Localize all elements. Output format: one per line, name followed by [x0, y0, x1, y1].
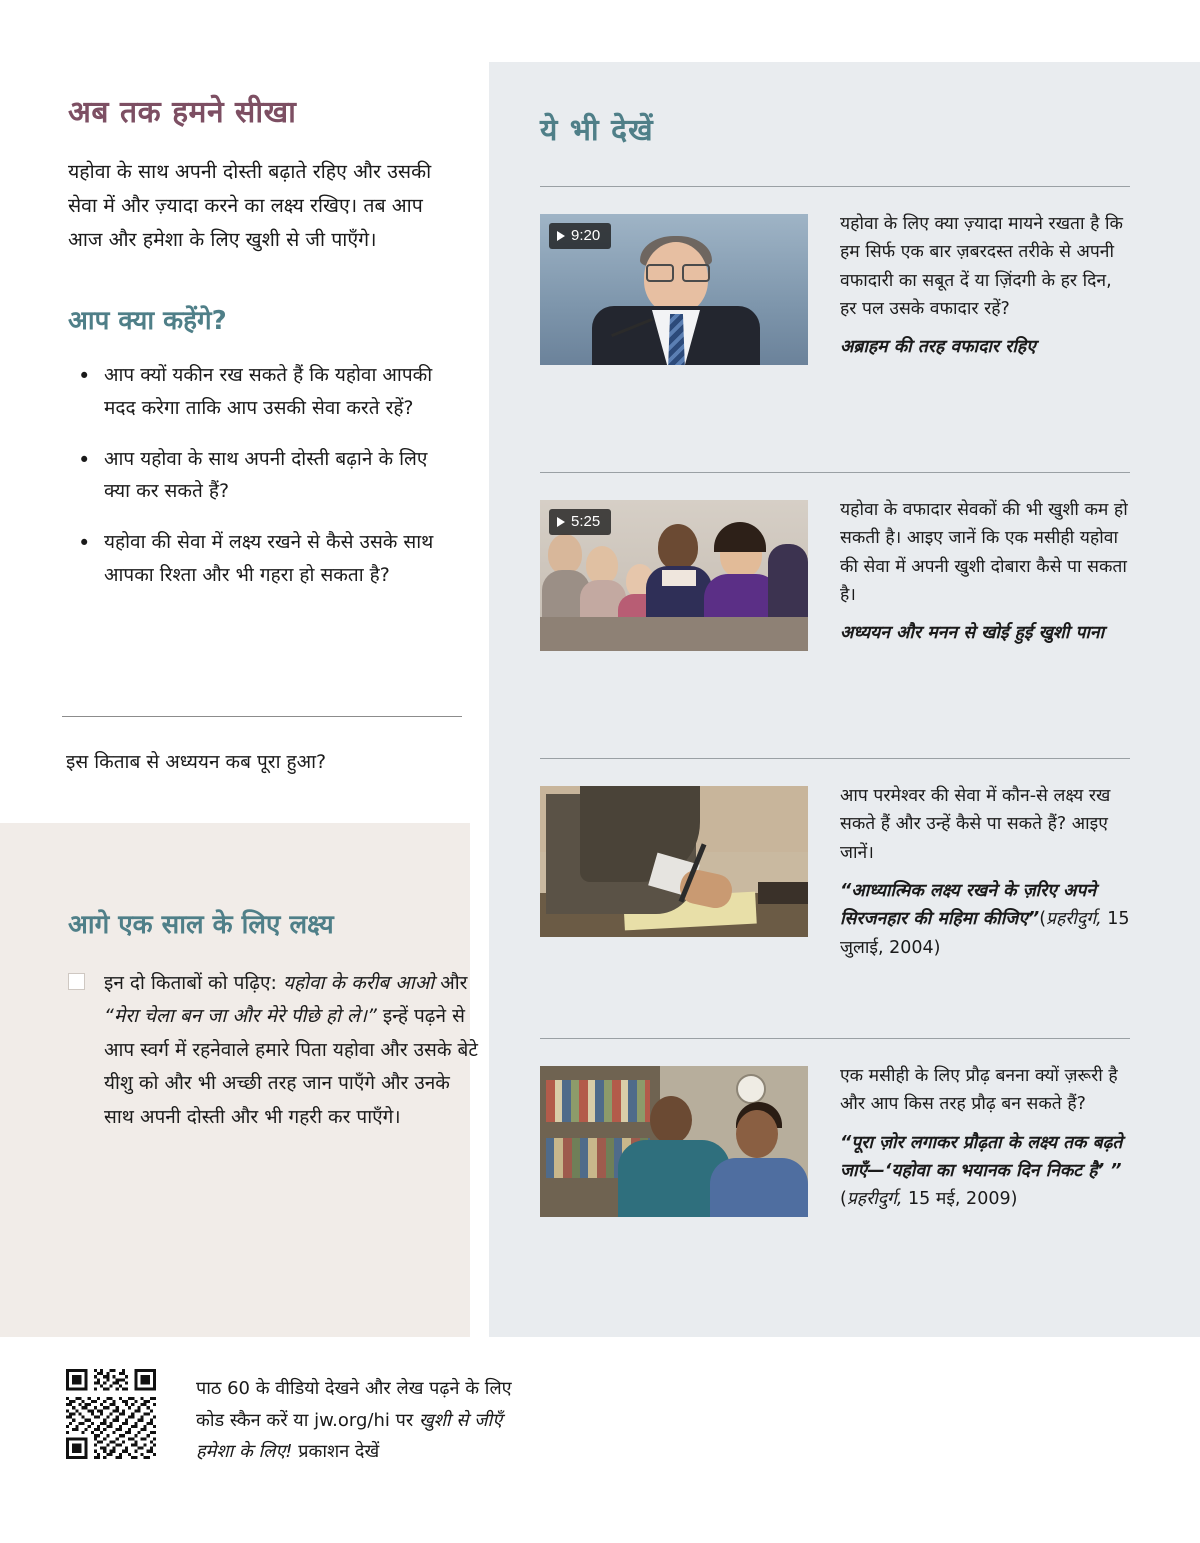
video-thumbnail-audience-at-meeting[interactable]	[540, 500, 808, 651]
list-item: • यहोवा की सेवा में लक्ष्य रखने से कैसे उसके साथ आपका रिश्ता और भी गहरा हो सकता है?	[68, 526, 448, 591]
play-icon	[557, 517, 565, 527]
source-publication: प्रहरीदुर्ग,	[1046, 909, 1102, 930]
publication-name-part-1: खुशी से जीएँ	[418, 1409, 503, 1431]
intro-paragraph: यहोवा के साथ अपनी दोस्ती बढ़ाते रहिए और उसकी सेवा में और ज़्यादा करने का लक्ष्य रखिए। तब आप आज और हमेशा के लिए खुशी से जी पाएँगे।	[68, 160, 432, 252]
footer-line-2	[196, 1405, 836, 1437]
goal-book-1: यहोवा के करीब आओ	[282, 972, 441, 994]
source-date: 15 जुलाई, 2004)	[840, 909, 1130, 958]
source-date: 15 मई, 2009)	[902, 1189, 1018, 1210]
list-item: • आप यहोवा के साथ अपनी दोस्ती बढ़ाने के लिए क्या कर सकते हैं?	[68, 443, 448, 508]
article-thumbnail-person-writing-notes[interactable]	[540, 786, 808, 937]
divider	[62, 716, 462, 717]
question-list	[68, 359, 448, 591]
play-icon	[557, 231, 565, 241]
footer	[0, 1337, 1200, 1543]
media-description	[840, 1062, 1132, 1214]
goal-box	[0, 823, 478, 1337]
goal-text-part-1: इन दो किताबों को पढ़िए:	[104, 972, 283, 994]
qr-code[interactable]	[66, 1369, 156, 1459]
footer-instructions	[196, 1373, 836, 1468]
section-title-questions: आप क्या कहेंगे?	[68, 306, 227, 337]
divider	[540, 472, 1130, 473]
list-item: • आप क्यों यकीन रख सकते हैं कि यहोवा आपकी मदद करेगा ताकि आप उसकी सेवा करते रहें?	[68, 359, 448, 424]
description-text: यहोवा के वफादार सेवकों की भी खुशी कम हो सकती है। आइए जानें कि एक मसीही यहोवा की सेवा में अपनी खुशी दोबारा कैसे पा सकता है।	[840, 500, 1128, 606]
checkbox[interactable]	[68, 973, 85, 990]
publication-name-part-2: हमेशा के लिए!	[196, 1441, 293, 1462]
goal-item	[68, 967, 482, 1134]
media-title[interactable]: अध्ययन और मनन से खोई हुई खुशी पाना	[840, 623, 1105, 644]
media-title[interactable]	[840, 877, 1132, 962]
video-duration-badge	[549, 509, 611, 535]
person-writing-notes-illustration	[540, 786, 808, 937]
media-description	[840, 210, 1132, 362]
goal-text-part-3: इन्हें पढ़ने से आप स्वर्ग में रहनेवाले हमारे पिता यहोवा और उसके बेटे यीशु को और भी अच्छी तरह जान पाएँगे और उनके साथ अपनी दोस्ती और भी गहरी कर पाएँगे।	[104, 1005, 478, 1128]
duration-label: 9:20	[571, 227, 601, 244]
media-description	[840, 496, 1132, 648]
goal-text-part-2: और	[440, 972, 468, 994]
divider	[540, 186, 1130, 187]
media-title[interactable]: अब्राहम की तरह वफादार रहिए	[840, 337, 1036, 358]
two-women-conversation-illustration	[540, 1066, 808, 1217]
footer-line-3	[196, 1436, 836, 1468]
divider	[540, 1038, 1130, 1039]
goal-book-2: “मेरा चेला बन जा और मेरे पीछे हो ले।”	[104, 1005, 377, 1028]
article-title: “आध्यात्मिक लक्ष्य रखने के ज़रिए अपने सिरजनहार की महिमा कीजिए”	[840, 881, 1097, 930]
video-thumbnail-speaker-at-podium[interactable]	[540, 214, 808, 365]
completion-question: इस किताब से अध्ययन कब पूरा हुआ?	[66, 751, 327, 773]
article-thumbnail-two-women-conversation[interactable]	[540, 1066, 808, 1217]
divider	[540, 758, 1130, 759]
duration-label: 5:25	[571, 513, 601, 530]
footer-line-2-text: कोड स्कैन करें या jw.org/hi पर	[196, 1409, 419, 1431]
footer-line-1: पाठ 60 के वीडियो देखने और लेख पढ़ने के लिए	[196, 1378, 512, 1399]
goal-title: आगे एक साल के लिए लक्ष्य	[68, 910, 334, 940]
page-title: अब तक हमने सीखा	[68, 95, 297, 130]
description-text: एक मसीही के लिए प्रौढ़ बनना क्यों ज़रूरी है और आप किस तरह प्रौढ़ बन सकते हैं?	[840, 1066, 1118, 1115]
section-title-see-also: ये भी देखें	[540, 113, 654, 148]
description-text: यहोवा के लिए क्या ज़्यादा मायने रखता है कि हम सिर्फ एक बार ज़बरदस्त तरीके से अपनी वफादारी का सबूत दें या ज़िंदगी के हर दिन, हर पल उसके वफादार रहें?	[840, 214, 1123, 320]
article-title: “पूरा ज़ोर लगाकर प्रौढ़ता के लक्ष्य तक बढ़ते जाएँ—‘यहोवा का भयानक दिन निकट है’ ”	[840, 1132, 1123, 1182]
media-title[interactable]	[840, 1129, 1132, 1214]
source-open-paren: (	[1039, 909, 1047, 930]
media-description	[840, 782, 1132, 962]
description-text: आप परमेश्वर की सेवा में कौन-से लक्ष्य रख सकते हैं और उन्हें कैसे पा सकते हैं? आइए जानें।	[840, 786, 1111, 863]
left-column	[0, 90, 470, 609]
footer-line-3-text: प्रकाशन देखें	[292, 1441, 380, 1462]
source-open-paren: (	[840, 1189, 847, 1210]
source-publication: प्रहरीदुर्ग,	[846, 1189, 903, 1210]
video-duration-badge	[549, 223, 611, 249]
